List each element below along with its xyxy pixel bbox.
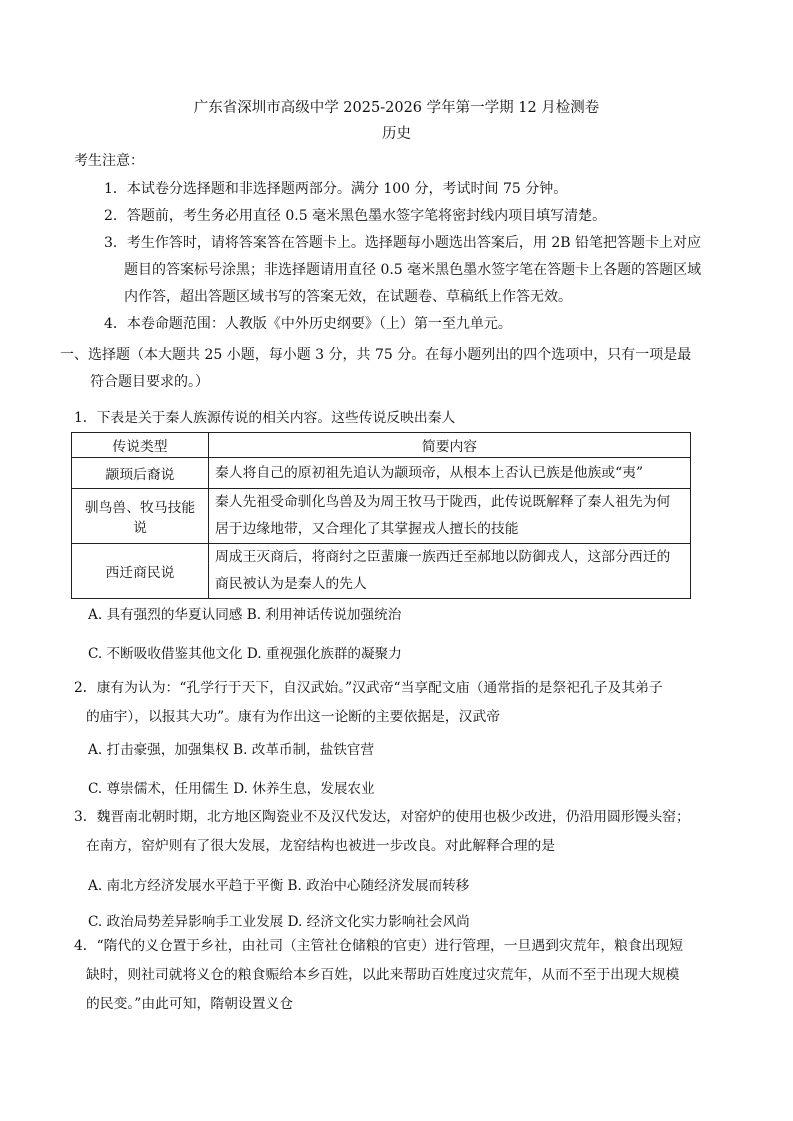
table-cell-content-line: 秦人将自己的原初祖先追认为颛顼帝，从根本上否认已族是他族或“夷” — [215, 464, 644, 481]
question-4-stem-line-3: 的民变。”由此可知，隋朝设置义仓 — [86, 996, 294, 1012]
table-cell-content — [209, 489, 691, 544]
question-4-stem-line-2: 缺时，则社司就将义仓的粮食赈给本乡百姓，以此来帮助百姓度过灾荒年，从而不至于出现大规模 — [86, 967, 680, 983]
question-1-table — [71, 432, 691, 599]
question-3-options-ab: A. 南北方经济发展水平趋于平衡 B. 政治中心随经济发展而转移 — [88, 878, 470, 894]
question-3-stem-line-2: 在南方，窑炉则有了很大发展，龙窑结构也被进一步改良。对此解释合理的是 — [86, 838, 556, 854]
table-row — [72, 489, 691, 544]
notice-item-3-line-3: 内作答，超出答题区域书写的答案无效，在试题卷、草稿纸上作答无效。 — [124, 289, 572, 305]
question-2-stem-line-1: 2．康有为认为：“孔学行于天下，自汉武始。”汉武帝“当享配文庙（通常指的是祭祀孔子及其弟子 — [74, 680, 663, 696]
notice-item-3-line-2: 题目的答案标号涂黑；非选择题请用直径 0.5 毫米黑色墨水签字笔在答题卡上各题的答题区域 — [124, 262, 702, 278]
question-4-stem-line-1: 4．“隋代的义仓置于乡社，由社司（主管社仓储粮的官吏）进行管理，一旦遇到灾荒年，粮食出现短 — [74, 938, 684, 954]
section-heading-line-2: 符合题目要求的。） — [90, 374, 209, 390]
question-2-stem-line-2: 的庙宇），以报其大功”。康有为作出这一论断的主要依据是，汉武帝 — [86, 709, 501, 725]
table-row — [72, 544, 691, 599]
question-1-stem — [74, 404, 726, 433]
table-header-type: 传说类型 — [72, 433, 209, 458]
question-2-options-ab: A. 打击豪强，加强集权 B. 改革币制，盐铁官营 — [88, 742, 375, 758]
table-cell-content-line: 秦人先祖受命驯化鸟兽及为周王牧马于陇西，此传说既解释了秦人祖先为何 — [215, 494, 671, 510]
question-3-options-cd: C. 政治局势差异影响手工业发展 D. 经济文化实力影响社会风尚 — [88, 914, 470, 930]
section-heading-line-1: 一、选择题（本大题共 25 小题，每小题 3 分，共 75 分。在每小题列出的四个选项中，只有一项是最 — [60, 347, 692, 363]
question-3-stem — [74, 803, 726, 861]
section-heading — [60, 342, 725, 396]
question-3-stem-line-1: 3．魏晋南北朝时期，北方地区陶瓷业不及汉代发达，对窑炉的使用也极少改进，仍沿用圆形馒头窑； — [74, 809, 690, 825]
exam-title: 广东省深圳市高级中学 2025-2026 学年第一学期 12 月检测卷 — [193, 100, 600, 116]
notice-heading: 考生注意： — [74, 153, 144, 169]
table-cell-type: 驯鸟兽、牧马技能说 — [72, 489, 209, 544]
notice-list — [104, 176, 724, 338]
table-header-row — [72, 433, 691, 458]
table-row — [72, 458, 691, 489]
question-1-options-cd: C. 不断吸收借鉴其他文化 D. 重视强化族群的凝聚力 — [88, 646, 402, 662]
table-cell-content-line: 周成王灭商后，将商纣之臣蜚廉一族西迁至郝地以防御戎人，这部分西迁的 — [215, 549, 671, 565]
table-cell-content — [209, 458, 691, 489]
table-cell-type: 西迁商民说 — [72, 544, 209, 599]
table-header-content: 简要内容 — [209, 433, 691, 458]
question-2-options-cd: C. 尊崇儒术，任用儒生 D. 休养生息，发展农业 — [88, 781, 375, 797]
notice-item-1: 1．本试卷分选择题和非选择题两部分。满分 100 分，考试时间 75 分钟。 — [104, 181, 568, 197]
exam-subject: 历史 — [382, 126, 411, 142]
question-1-stem-text: 1．下表是关于秦人族源传说的相关内容。这些传说反映出秦人 — [74, 410, 456, 426]
table-cell-content-line: 居于边缘地带，又合理化了其掌握戎人擅长的技能 — [215, 521, 519, 537]
question-2-stem — [74, 674, 726, 732]
table-cell-content — [209, 544, 691, 599]
notice-item-4: 4．本卷命题范围：人教版《中外历史纲要》（上）第一至九单元。 — [104, 316, 512, 332]
notice-item-2: 2．答题前，考生务必用直径 0.5 毫米黑色墨水签字笔将密封线内项目填写清楚。 — [104, 208, 607, 224]
table-cell-type: 颛顼后裔说 — [72, 458, 209, 489]
question-4-stem — [74, 932, 726, 1019]
question-1-options-ab: A. 具有强烈的华夏认同感 B. 利用神话传说加强统治 — [88, 607, 402, 623]
table-cell-content-line: 商民被认为是秦人的先人 — [215, 576, 367, 592]
notice-item-3: 3．考生作答时，请将答案答在答题卡上。选择题每小题选出答案后，用 2B 铅笔把答题卡上对应 — [104, 235, 702, 251]
